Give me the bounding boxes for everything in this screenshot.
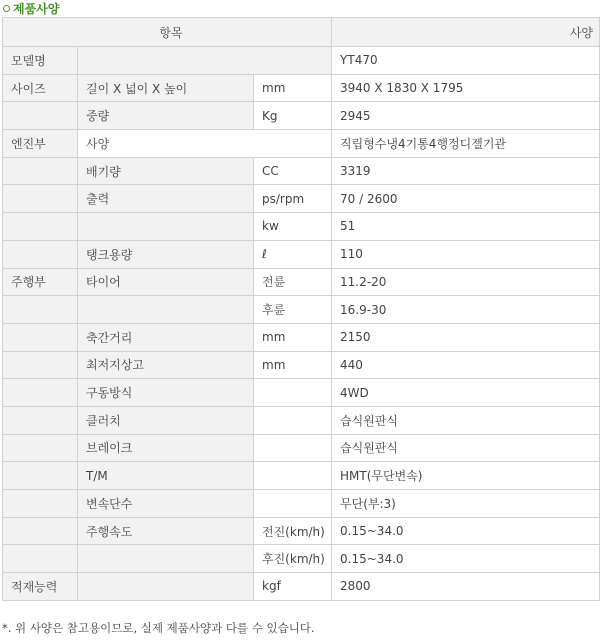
row-value: 2150 (332, 323, 600, 351)
row-unit: kw (254, 213, 332, 241)
row-category: 주행부 (3, 268, 78, 296)
row-unit: ℓ (254, 240, 332, 268)
row-category (3, 240, 78, 268)
row-category (3, 102, 78, 130)
row-item (78, 47, 332, 75)
row-value: 2945 (332, 102, 600, 130)
table-row (3, 240, 600, 268)
row-category (3, 379, 78, 407)
row-item: 구동방식 (78, 379, 254, 407)
table-row (3, 545, 600, 573)
table-row (3, 130, 600, 158)
row-category (3, 490, 78, 518)
row-value: 습식원판식 (332, 406, 600, 434)
row-item (78, 545, 254, 573)
header-item: 항목 (3, 18, 332, 47)
row-value: HMT(무단변속) (332, 462, 600, 490)
row-unit: mm (254, 351, 332, 379)
row-item: 변속단수 (78, 490, 254, 518)
row-item: 출력 (78, 185, 254, 213)
row-item: 브레이크 (78, 434, 254, 462)
row-value: 0.15~34.0 (332, 545, 600, 573)
table-row (3, 462, 600, 490)
row-unit (254, 462, 332, 490)
row-unit: 전륜 (254, 268, 332, 296)
row-item: 길이 X 넓이 X 높이 (78, 74, 254, 102)
table-row (3, 268, 600, 296)
row-category: 사이즈 (3, 74, 78, 102)
table-row (3, 434, 600, 462)
table-row (3, 47, 600, 75)
table-row (3, 379, 600, 407)
row-category (3, 462, 78, 490)
row-unit (254, 490, 332, 518)
row-unit: 후륜 (254, 296, 332, 324)
row-item: 배기량 (78, 157, 254, 185)
table-row (3, 213, 600, 241)
row-value: 440 (332, 351, 600, 379)
row-category (3, 545, 78, 573)
table-row (3, 323, 600, 351)
row-item: 타이어 (78, 268, 254, 296)
row-item (78, 296, 254, 324)
row-item: 클러치 (78, 406, 254, 434)
table-row (3, 351, 600, 379)
row-value: 110 (332, 240, 600, 268)
row-unit: mm (254, 323, 332, 351)
row-value: 70 / 2600 (332, 185, 600, 213)
row-item: 탱크용량 (78, 240, 254, 268)
row-unit: Kg (254, 102, 332, 130)
table-row (3, 573, 600, 601)
spec-table (2, 17, 600, 601)
row-category (3, 296, 78, 324)
row-item: 중량 (78, 102, 254, 130)
table-row (3, 296, 600, 324)
row-category (3, 323, 78, 351)
row-item (78, 213, 254, 241)
row-unit: mm (254, 74, 332, 102)
row-value: 습식원판식 (332, 434, 600, 462)
table-header-row (3, 18, 600, 47)
row-category (3, 213, 78, 241)
header-spec: 사양 (332, 18, 600, 47)
row-category (3, 517, 78, 545)
table-row (3, 406, 600, 434)
row-unit (254, 379, 332, 407)
row-value: 3940 X 1830 X 1795 (332, 74, 600, 102)
row-item: T/M (78, 462, 254, 490)
row-unit: ps/rpm (254, 185, 332, 213)
row-category (3, 434, 78, 462)
table-row (3, 157, 600, 185)
row-category (3, 406, 78, 434)
section-header (0, 0, 600, 17)
row-unit (254, 434, 332, 462)
section-title: 제품사양 (13, 2, 60, 16)
row-category: 엔진부 (3, 130, 78, 158)
table-row (3, 517, 600, 545)
row-value: 4WD (332, 379, 600, 407)
row-value: 직립형수냉4기통4행정디젤기관 (332, 130, 600, 158)
row-category (3, 157, 78, 185)
table-row (3, 185, 600, 213)
row-category: 모델명 (3, 47, 78, 75)
row-value: 0.15~34.0 (332, 517, 600, 545)
table-row (3, 102, 600, 130)
row-category (3, 185, 78, 213)
row-unit (254, 406, 332, 434)
row-value: 무단(부:3) (332, 490, 600, 518)
row-value: 11.2-20 (332, 268, 600, 296)
row-item: 사양 (78, 130, 332, 158)
row-category (3, 351, 78, 379)
row-unit: CC (254, 157, 332, 185)
row-category: 적재능력 (3, 573, 78, 601)
row-value: 2800 (332, 573, 600, 601)
row-item: 축간거리 (78, 323, 254, 351)
row-item: 주행속도 (78, 517, 254, 545)
row-value: 51 (332, 213, 600, 241)
row-unit: 후진(km/h) (254, 545, 332, 573)
table-row (3, 74, 600, 102)
row-unit: 전진(km/h) (254, 517, 332, 545)
row-unit: kgf (254, 573, 332, 601)
table-row (3, 490, 600, 518)
row-value: 16.9-30 (332, 296, 600, 324)
row-value: YT470 (332, 47, 600, 75)
circle-bullet-icon (3, 5, 10, 12)
row-item (78, 573, 254, 601)
row-item: 최저지상고 (78, 351, 254, 379)
row-value: 3319 (332, 157, 600, 185)
disclaimer-note: *. 위 사양은 참고용이므로, 실제 제품사양과 다를 수 있습니다. (2, 621, 315, 635)
